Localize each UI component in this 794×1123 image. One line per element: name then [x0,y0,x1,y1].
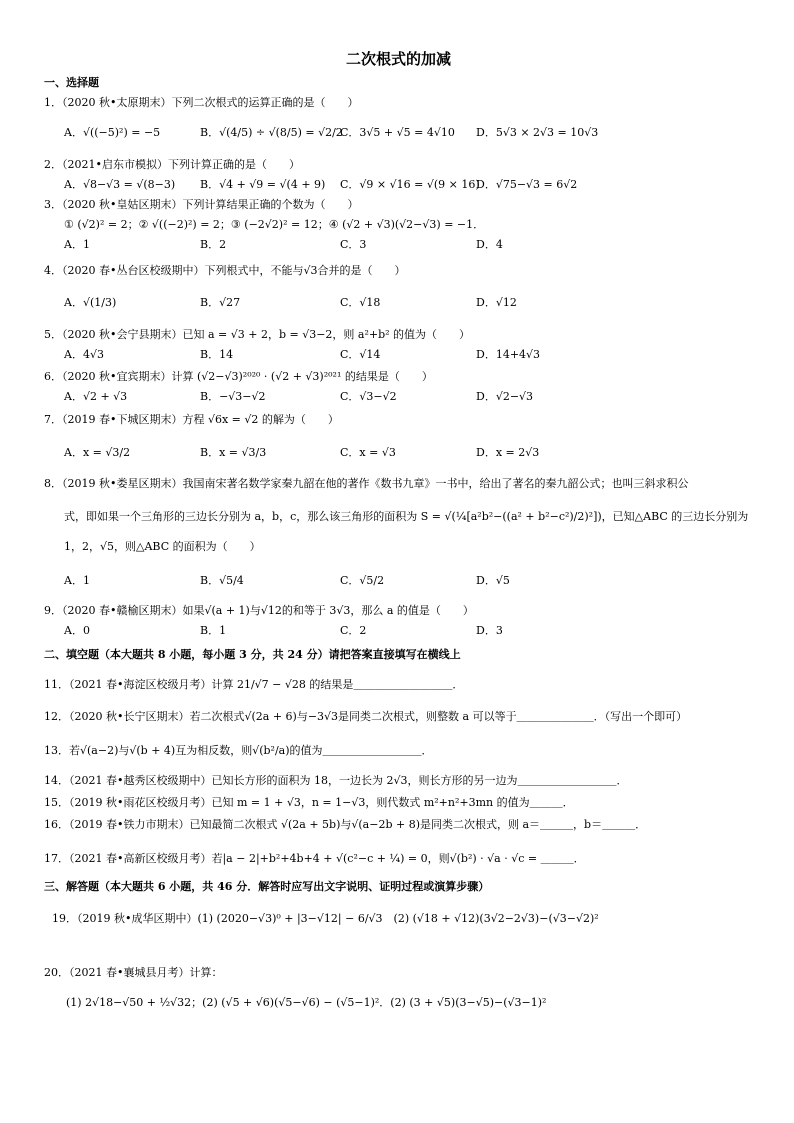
option-q3-c: C．3 [340,238,367,251]
question-q8: 8．（2019 秋•娄星区期末）我国南宋著名数学家秦九韶在他的著作《数书九章》一书中，给出了著名的秦九韶公式；也叫三斜求积公 [44,477,689,490]
question-q20b: (1) 2√18−√50 + ½√32；(2) (√5 + √6)(√5−√6) − (√5−1)²．(2) (3 + √5)(3−√5)−(√3−1)² [66,996,547,1009]
question-q15: 15．（2019 秋•雨花区校级月考）已知 m = 1 + √3，n = 1−√3，则代数式 m²+n²+3mn 的值为＿＿＿． [44,796,574,809]
option-q5-d: D．14+4√3 [476,348,541,361]
option-q9-d: D．3 [476,624,503,637]
option-q5-b: B．14 [200,348,234,361]
option-q8-a: A．1 [64,574,90,587]
question-q6: 6．（2020 秋•宜宾期末）计算 (√2−√3)²⁰²⁰ · (√2 + √3)²⁰²¹ 的结果是（ ） [44,370,433,383]
question-q14: 14．（2021 春•越秀区校级期中）已知长方形的面积为 18，一边长为 2√3，则长方形的另一边为＿＿＿＿＿＿＿＿＿． [44,774,628,787]
option-q6-c: C．√3−√2 [340,390,397,403]
question-q19: 19．（2019 秋•成华区期中）(1) (2020−√3)⁰ + |3−√12| − 6/√3 (2) (√18 + √12)(3√2−2√3)−(√3−√2)² [52,912,599,925]
option-q4-b: B．√27 [200,296,241,309]
option-q3-a: A．1 [64,238,90,251]
question-q16: 16．（2019 春•铁力市期末）已知最简二次根式 √(2a + 5b)与√(a−2b + 8)是同类二次根式，则 a＝＿＿＿，b＝＿＿＿． [44,818,647,831]
option-q6-d: D．√2−√3 [476,390,534,403]
option-q2-b: B．√4 + √9 = √(4 + 9) [200,178,326,191]
question-q5: 5．（2020 秋•会宁县期末）已知 a = √3 + 2，b = √3−2，则 a²+b² 的值为（ ） [44,328,471,341]
option-q6-a: A．√2 + √3 [64,390,128,403]
option-q7-b: B．x = √3/3 [200,446,267,459]
question-q20: 20．（2021 春•襄城县月考）计算： [44,966,223,979]
question-q11: 11．（2021 春•海淀区校级月考）计算 21/√7 − √28 的结果是＿＿＿＿＿＿＿＿＿． [44,678,464,691]
option-q3-d: D．4 [476,238,503,251]
option-q4-a: A．√(1/3) [64,296,117,309]
option-q6-b: B．−√3−√2 [200,390,266,403]
option-q8-c: C．√5/2 [340,574,385,587]
question-q3-line2: ① (√2)² = 2；② √((−2)²) = 2；③ (−2√2)² = 12；④ (√2 + √3)(√2−√3) = −1． [64,218,485,231]
option-q9-b: B．1 [200,624,227,637]
section-heading: 三、解答题（本大题共 6 小题，共 46 分．解答时应写出文字说明、证明过程或演算步骤） [44,880,490,893]
option-q5-a: A．4√3 [64,348,104,361]
option-q1-d: D．5√3 × 2√3 = 10√3 [476,126,599,139]
question-q1: 1．（2020 秋•太原期末）下列二次根式的运算正确的是（ ） [44,96,359,109]
option-q2-d: D．√75−√3 = 6√2 [476,178,578,191]
question-q17: 17．（2021 春•高新区校级月考）若|a − 2|+b²+4b+4 + √(c²−c + ¼) = 0，则√(b²) · √a · √c = ＿＿＿． [44,852,585,865]
option-q4-c: C．√18 [340,296,381,309]
question-q3: 3．（2020 秋•皇姑区期末）下列计算结果正确的个数为（ ） [44,198,359,211]
question-q12: 12．（2020 秋•长宁区期末）若二次根式√(2a + 6)与−3√3是同类二次根式，则整数 a 可以等于＿＿＿＿＿＿＿．（写出一个即可） [44,710,688,723]
option-q2-c: C．√9 × √16 = √(9 × 16) [340,178,480,191]
option-q1-c: C．3√5 + √5 = 4√10 [340,126,455,139]
section-heading: 一、选择题 [44,76,99,89]
page-title: 二次根式的加减 [346,50,452,68]
question-q4: 4．（2020 春•丛台区校级期中）下列根式中，不能与√3合并的是（ ） [44,264,406,277]
question-q8-line2: 式，即如果一个三角形的三边长分别为 a，b，c，那么该三角形的面积为 S = √(¼[a²b²−((a² + b²−c²)/2)²])，已知△ABC 的三边长分别为 [64,510,749,523]
option-q7-c: C．x = √3 [340,446,396,459]
option-q9-a: A．0 [64,624,90,637]
option-q5-c: C．√14 [340,348,381,361]
option-q7-d: D．x = 2√3 [476,446,540,459]
option-q1-b: B．√(4/5) ÷ √(8/5) = √2/2 [200,126,343,139]
section-heading: 二、填空题（本大题共 8 小题，每小题 3 分，共 24 分）请把答案直接填写在横线上 [44,648,461,661]
option-q3-b: B．2 [200,238,227,251]
option-q8-b: B．√5/4 [200,574,244,587]
option-q4-d: D．√12 [476,296,517,309]
option-q2-a: A．√8−√3 = √(8−3) [64,178,176,191]
question-q8-line3: 1，2，√5，则△ABC 的面积为（ ） [64,540,261,553]
question-q7: 7．（2019 春•下城区期末）方程 √6x = √2 的解为（ ） [44,413,339,426]
option-q1-a: A．√((−5)²) = −5 [64,126,161,139]
question-q9: 9．（2020 春•赣榆区期末）如果√(a + 1)与√12的和等于 3√3，那么 a 的值是（ ） [44,604,474,617]
option-q8-d: D．√5 [476,574,510,587]
option-q7-a: A．x = √3/2 [64,446,131,459]
question-q13: 13．若√(a−2)与√(b + 4)互为相反数，则√(b²/a)的值为＿＿＿＿＿＿＿＿＿． [44,744,433,757]
option-q9-c: C．2 [340,624,367,637]
question-q2: 2．（2021•启东市模拟）下列计算正确的是（ ） [44,158,300,171]
